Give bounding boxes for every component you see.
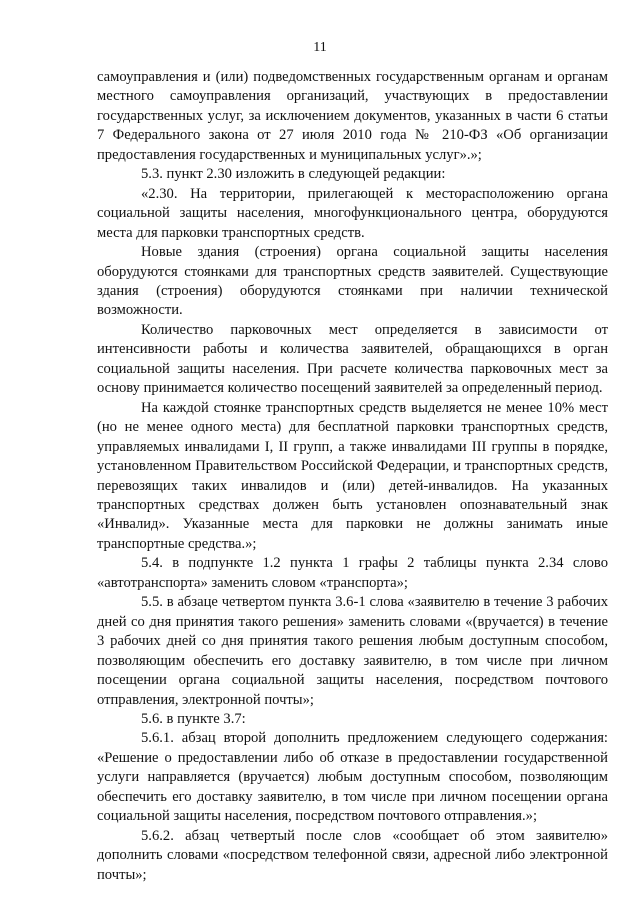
body-text [97,68,608,885]
paragraph-new-buildings: Новые здания (строения) органа социальной защиты населения оборудуются стоянками для транспортных средств заявителей. Существующие здания (строения) оборудуются стоянками при наличии технической возможности. [97,244,608,319]
paragraph-item-5-5: 5.5. в абзаце четвертом пункта 3.6-1 слова «заявителю в течение 3 рабочих дней со дня принятия такого решения» заменить словами «(вручается) в течение 3 рабочих дней со дня принятия такого решения любым доступным способом, позволяющим обеспечить его доставку заявителю, в том числе при личном посещении органа социальной защиты населения, посредством почтового отправления, электронной почты»; [97,594,608,708]
paragraph-2-30: «2.30. На территории, прилегающей к месторасположению органа социальной защиты населения, многофункционального центра, оборудуются места для парковки транспортных средств. [97,185,608,241]
page-number: 11 [313,40,327,55]
paragraph-item-5-6-1: 5.6.1. абзац второй дополнить предложением следующего содержания: «Решение о предоставлении либо об отказе в предоставлении государственной услуги направляется (вручается) любым доступным способом, позволяющим обеспечить его доставку заявителю, в том числе при личном посещении органа социальной защиты населения, посредством почтового отправления.»; [97,730,608,825]
paragraph-item-5-3: 5.3. пункт 2.30 изложить в следующей редакции: [141,166,446,183]
paragraph-item-5-6-2: 5.6.2. абзац четвертый после слов «сообщает об этом заявителю» дополнить словами «посредством телефонной связи, адресной либо электронной почты»; [97,827,608,883]
paragraph-continuation: самоуправления и (или) подведомственных государственным органам и органам местного самоуправления организаций, участвующих в предоставлении государственных услуг, за исключением документов, указанных в части 6 статьи 7 Федерального закона от 27 июля 2010 года № 210-ФЗ «Об организации предоставления государственных и муниципальных услуг».»; [97,69,608,163]
paragraph-item-5-4: 5.4. в подпункте 1.2 пункта 1 графы 2 таблицы пункта 2.34 слово «автотранспорта» заменить словом «транспорта»; [97,555,608,591]
paragraph-disabled-parking: На каждой стоянке транспортных средств выделяется не менее 10% мест (но не менее одного места) для бесплатной парковки транспортных средств, управляемых инвалидами I, II групп, а также инвалидами III группы в порядке, установленном Правительством Российской Федерации, и транспортных средств, перевозящих таких инвалидов и (или) детей-инвалидов. На указанных транспортных средствах должен быть установлен опознавательный знак «Инвалид». Указанные места для парковки не должны занимать иные транспортные средства.»; [97,399,608,552]
paragraph-parking-count: Количество парковочных мест определяется в зависимости от интенсивности работы и количества заявителей, обращающихся в орган социальной защиты населения. При расчете количества парковочных мест за основу принимается количество посещений заявителей за определенный период. [97,321,608,397]
paragraph-item-5-6: 5.6. в пункте 3.7: [141,710,246,727]
